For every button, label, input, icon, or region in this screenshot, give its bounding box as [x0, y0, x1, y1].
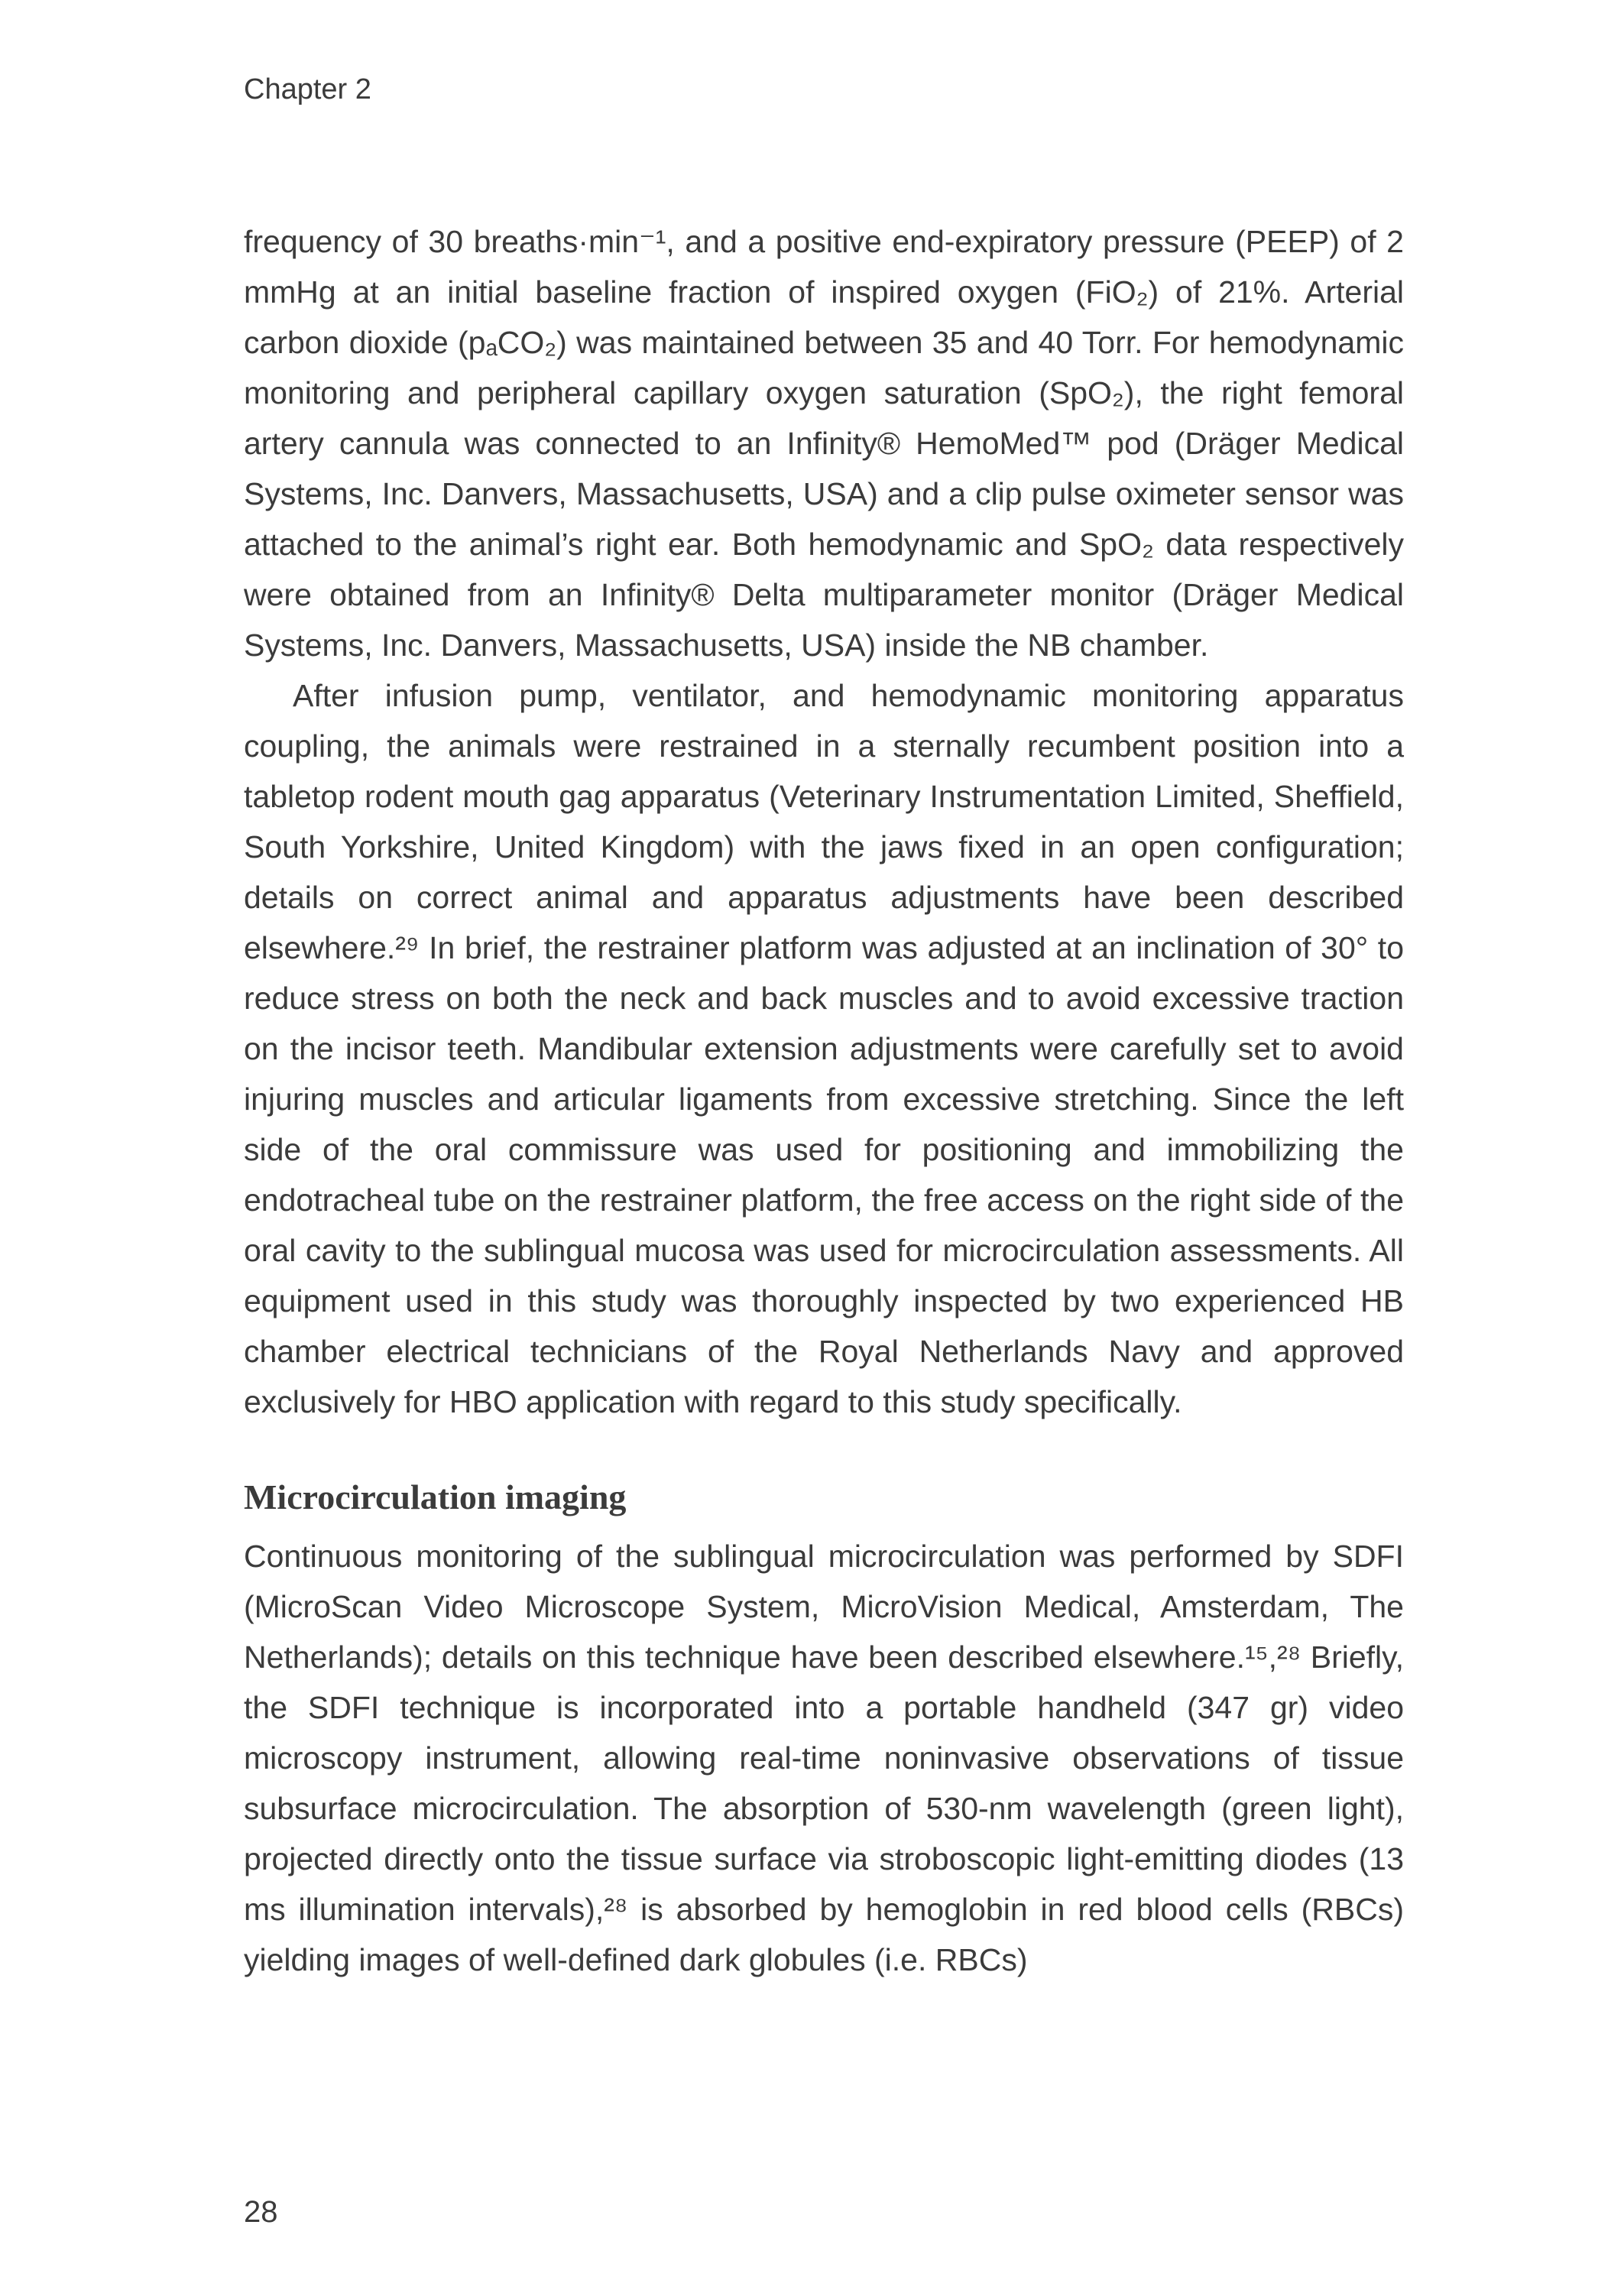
paragraph-ventilation-monitoring: frequency of 30 breaths·min⁻¹, and a positive end-expiratory pressure (PEEP) of 2 mmHg at an initial baseline fraction of inspired oxygen (FiO₂) of 21%. Arterial carbon dioxide (pₐCO₂) was maintained between 35 and 40 Torr. For hemodynamic monitoring and peripheral capillary oxygen saturation (SpO₂), the right femoral artery cannula was connected to an Infinity® HemoMed™ pod (Dräger Medical Systems, Inc. Danvers, Massachusetts, USA) and a clip pulse oximeter sensor was attached to the animal’s right ear. Both hemodynamic and SpO₂ data respectively were obtained from an Infinity® Delta multiparameter monitor (Dräger Medical Systems, Inc. Danvers, Massachusetts, USA) inside the NB chamber. [244, 224, 1404, 663]
paragraph-microcirculation-imaging: Continuous monitoring of the sublingual microcirculation was performed by SDFI (MicroScan Video Microscope System, MicroVision Medical, Amsterdam, The Netherlands); details on this technique have been described elsewhere.¹⁵,²⁸ Briefly, the SDFI technique is incorporated into a portable handheld (347 gr) video microscopy instrument, allowing real-time noninvasive observations of tissue subsurface microcirculation. The absorption of 530-nm wavelength (green light), projected directly onto the tissue surface via stroboscopic light-emitting diodes (13 ms illumination intervals),²⁸ is absorbed by hemoglobin in red blood cells (RBCs) yielding images of well-defined dark globules (i.e. RBCs) [244, 1539, 1404, 1977]
page-body [244, 216, 1404, 1985]
page-number: 28 [244, 2195, 278, 2229]
paragraph-animal-restraint: After infusion pump, ventilator, and hemodynamic monitoring apparatus coupling, the animals were restrained in a sternally recumbent position into a tabletop rodent mouth gag apparatus (Veterinary Instrumentation Limited, Sheffield, South Yorkshire, United Kingdom) with the jaws fixed in an open configuration; details on correct animal and apparatus adjustments have been described elsewhere.²⁹ In brief, the restrainer platform was adjusted at an inclination of 30° to reduce stress on both the neck and back muscles and to avoid excessive traction on the incisor teeth. Mandibular extension adjustments were carefully set to avoid injuring muscles and articular ligaments from excessive stretching. Since the left side of the oral commissure was used for positioning and immobilizing the endotracheal tube on the restrainer platform, the free access on the right side of the oral cavity to the sublingual mucosa was used for microcirculation assessments. All equipment used in this study was thoroughly inspected by two experienced HB chamber electrical technicians of the Royal Netherlands Navy and approved exclusively for HBO application with regard to this study specifically. [244, 678, 1404, 1419]
section-heading-microcirculation-imaging: Microcirculation imaging [244, 1477, 627, 1516]
chapter-header: Chapter 2 [244, 73, 371, 105]
